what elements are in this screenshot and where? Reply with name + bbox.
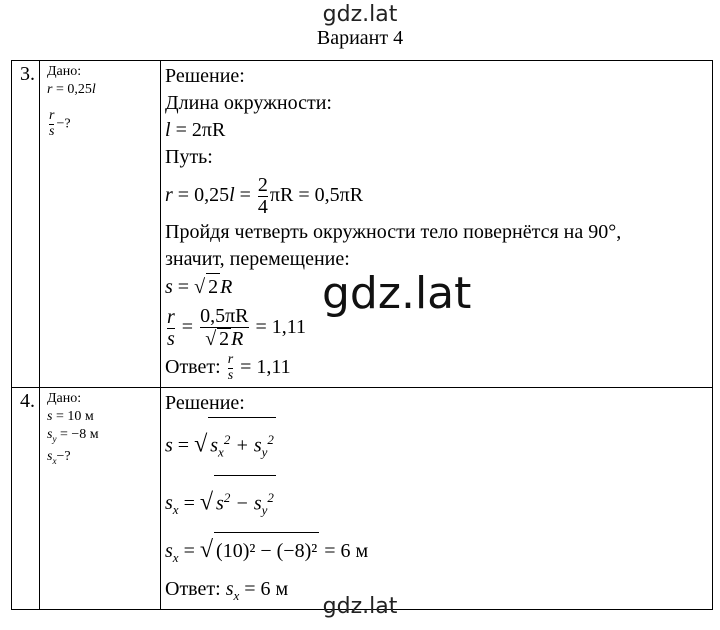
circumference-formula: l = 2πR (165, 119, 226, 141)
problem-number: 3. (12, 61, 40, 388)
given-find: $\frac{r}{s}$ −? (49, 108, 71, 139)
solutions-table (11, 60, 713, 610)
displacement-formula: s = √ 2 R (165, 273, 712, 301)
problem-row-4 (12, 388, 713, 610)
sx-numeric: $s_x$ = √ (10)² − (−8)² = 6 м (165, 532, 712, 576)
magnitude-formula: s = √ $s_x^2 + s_y^2$ (165, 417, 712, 475)
solution-block (161, 388, 713, 610)
ratio-formula: $\frac{r}{s}$ = $\frac{0,5\pi R}{√ 2 R}$ = 1,11 (167, 305, 307, 351)
given-block (40, 61, 161, 388)
path-label: Путь: (165, 146, 213, 168)
path-formula: r = 0,25l = $\frac{2}{4}$ πR = 0,5πR (165, 173, 364, 218)
given-title: Дано: (47, 391, 82, 406)
sx-formula: $s_x$ = √ $s^2 - s_y^2$ (165, 475, 712, 533)
watermark-middle: gdz.lat (322, 268, 472, 319)
given-r: r = 0,25l (47, 82, 96, 97)
displacement-text: значит, перемещение: (165, 248, 350, 270)
variant-title: Вариант 4 (316, 27, 404, 49)
watermark-top: gdz.lat (322, 2, 398, 27)
solution-block (161, 61, 713, 388)
given-s: s = 10 м (47, 409, 94, 424)
given-sy: $s_y = -8$ м (47, 427, 99, 444)
watermark-bottom: gdz.lat (322, 594, 398, 619)
solution-title: Решение: (165, 392, 245, 414)
answer-line: Ответ: $s_x = 6$ м (165, 578, 289, 604)
rotation-text: Пройдя четверть окружности тело повернётся на 90°, (165, 221, 622, 243)
problem-row-3 (12, 61, 713, 388)
answer-line: Ответ: $\frac{r}{s}$ = 1,11 (165, 352, 291, 383)
given-block (40, 388, 161, 610)
circumference-label: Длина окружности: (165, 92, 332, 114)
given-find: $s_x-$? (47, 448, 71, 466)
solution-title: Решение: (165, 65, 245, 87)
problem-number: 4. (12, 388, 40, 610)
given-title: Дано: (47, 64, 82, 79)
